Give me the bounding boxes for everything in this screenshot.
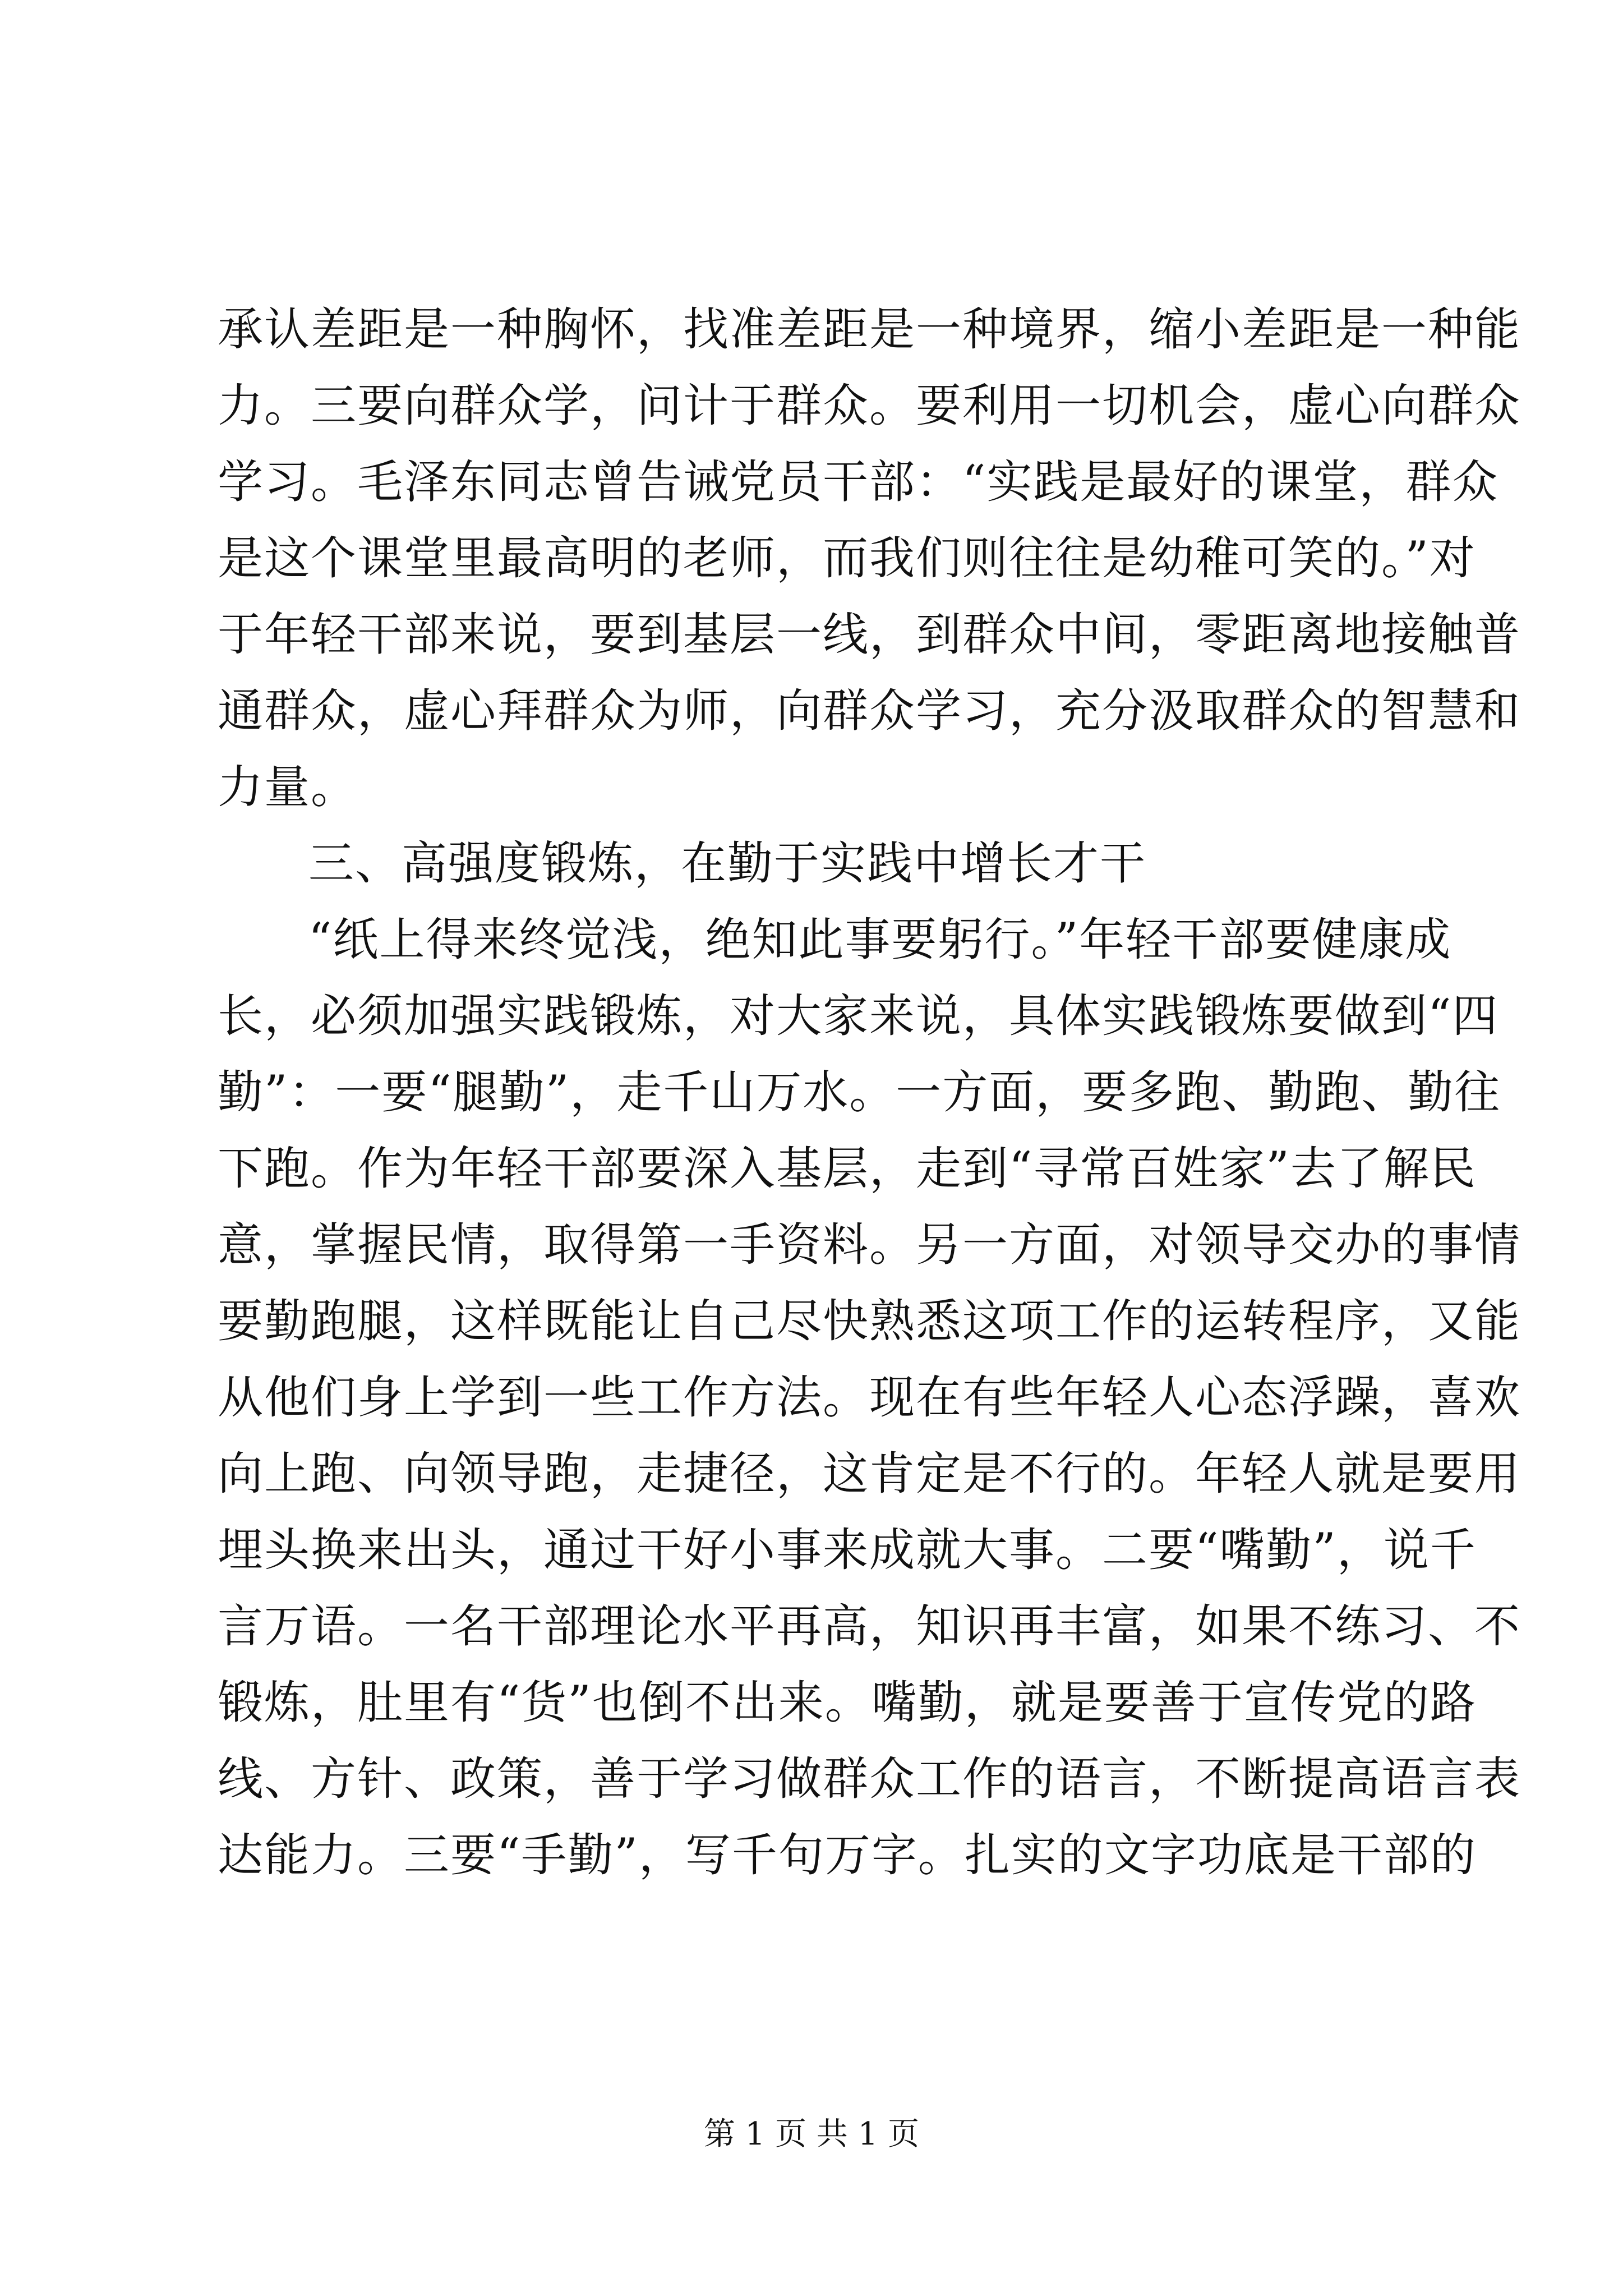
text-line: 学习。毛泽东同志曾告诫党员干部：“实践是最好的课堂，群众	[218, 456, 1499, 509]
text-line: 下跑。作为年轻干部要深入基层，走到“寻常百姓家”去了解民	[218, 1143, 1477, 1195]
text-line: 力量。	[218, 761, 358, 814]
text-line: 长，必须加强实践锻炼，对大家来说，具体实践锻炼要做到“四	[218, 990, 1499, 1043]
text-line: 言万语。一名干部理论水平再高，知识再丰富，如果不练习、不	[218, 1600, 1521, 1653]
text-line: 力。三要向群众学，问计于群众。要利用一切机会，虚心向群众	[218, 380, 1521, 432]
text-line: 向上跑、向领导跑，走捷径，这肯定是不行的。年轻人就是要用	[218, 1448, 1521, 1501]
text-line: 勤”：一要“腿勤”，走千山万水。一方面，要多跑、勤跑、勤往	[218, 1066, 1501, 1119]
text-line: 要勤跑腿，这样既能让自己尽快熟悉这项工作的运转程序，又能	[218, 1295, 1521, 1348]
section-heading: 三、高强度锻炼，在勤于实践中增长才干	[308, 838, 1147, 890]
text-line: 从他们身上学到一些工作方法。现在有些年轻人心态浮躁，喜欢	[218, 1372, 1521, 1424]
page-footer	[0, 2109, 1623, 2154]
document-body	[218, 292, 1521, 1894]
text-line: 意，掌握民情，取得第一手资料。另一方面，对领导交办的事情	[218, 1219, 1521, 1272]
text-line: 达能力。三要“手勤”，写千句万字。扎实的文字功底是干部的	[218, 1829, 1477, 1882]
text-line: 于年轻干部来说，要到基层一线，到群众中间，零距离地接触普	[218, 609, 1521, 661]
text-line: 通群众，虚心拜群众为师，向群众学习，充分汲取群众的智慧和	[218, 685, 1521, 738]
text-line: “纸上得来终觉浅，绝知此事要躬行。”年轻干部要健康成	[308, 914, 1452, 967]
text-line: 埋头换来出头，通过干好小事来成就大事。二要“嘴勤”，说千	[218, 1524, 1477, 1577]
page-number-label: 第 1 页 共 1 页	[703, 2116, 920, 2152]
text-line: 承认差距是一种胸怀，找准差距是一种境界，缩小差距是一种能	[218, 303, 1521, 356]
text-line: 线、方针、政策，善于学习做群众工作的语言，不断提高语言表	[218, 1753, 1521, 1806]
text-line: 是这个课堂里最高明的老师，而我们则往往是幼稚可笑的。”对	[218, 532, 1476, 585]
text-line: 锻炼，肚里有“货”也倒不出来。嘴勤，就是要善于宣传党的路	[218, 1677, 1477, 1729]
